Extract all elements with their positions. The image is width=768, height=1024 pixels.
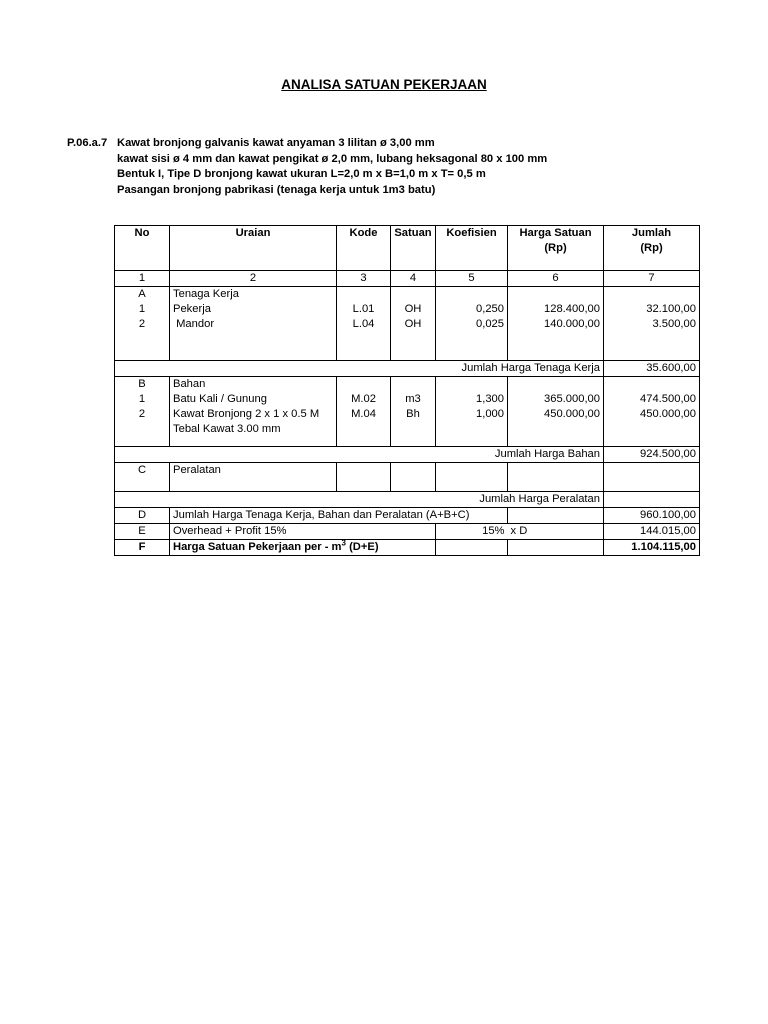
material-note: Tebal Kawat 3.00 mm [170, 422, 337, 437]
row-e: E Overhead + Profit 15% 15% x D 144.015,00 [115, 524, 700, 540]
work-code: P.06.a.7 [67, 137, 108, 149]
column-number-row: 1 2 3 4 5 6 7 [115, 271, 700, 287]
analysis-table [114, 225, 700, 556]
description-line: P.06.a.7 Kawat bronjong galvanis kawat anyaman 3 lilitan ø 3,00 mm [67, 136, 547, 152]
header-koefisien: Koefisien [436, 226, 508, 271]
subtotal-row-b: Jumlah Harga Bahan 924.500,00 [115, 447, 700, 463]
table-row: 1 Batu Kali / Gunung M.02 m3 1,300 365.000,00 474.500,00 [115, 392, 700, 407]
table-row [115, 422, 700, 437]
section-a-heading: A Tenaga Kerja [115, 287, 700, 303]
work-description [67, 136, 547, 198]
description-line: Bentuk I, Tipe D bronjong kawat ukuran L=2,0 m x B=1,0 m x T= 0,5 m [117, 168, 486, 180]
section-b-heading: B Bahan [115, 377, 700, 393]
subtotal-row-a: Jumlah Harga Tenaga Kerja 35.600,00 [115, 361, 700, 377]
page-title: ANALISA SATUAN PEKERJAAN [281, 77, 487, 92]
header-kode: Kode [337, 226, 391, 271]
header-no: No [115, 226, 170, 271]
header-uraian: Uraian [170, 226, 337, 271]
header-satuan: Satuan [391, 226, 436, 271]
header-harga-satuan: Harga Satuan (Rp) [508, 226, 604, 271]
row-d: D Jumlah Harga Tenaga Kerja, Bahan dan Peralatan (A+B+C) 960.100,00 [115, 508, 700, 524]
table-header-row [115, 226, 700, 271]
row-f: F Harga Satuan Pekerjaan per - $m^3$ (D+E) 1.104.115,00 [115, 540, 700, 556]
table-row: 2 Mandor L.04 OH 0,025 140.000,00 3.500,00 [115, 317, 700, 332]
subtotal-row-c: Jumlah Harga Peralatan [115, 492, 700, 508]
table-row: 1 Pekerja L.01 OH 0,250 128.400,00 32.100,00 [115, 302, 700, 317]
section-c-heading: C Peralatan [115, 463, 700, 492]
description-line: kawat sisi ø 4 mm dan kawat pengikat ø 2,0 mm, lubang heksagonal 80 x 100 mm [117, 152, 548, 165]
description-line: Pasangan bronjong pabrikasi (tenaga kerja untuk 1m3 batu) [117, 183, 436, 196]
table-row: 2 Kawat Bronjong 2 x 1 x 0.5 M M.04 Bh 1,000 450.000,00 450.000,00 [115, 407, 700, 422]
header-jumlah: Jumlah (Rp) [604, 226, 700, 271]
